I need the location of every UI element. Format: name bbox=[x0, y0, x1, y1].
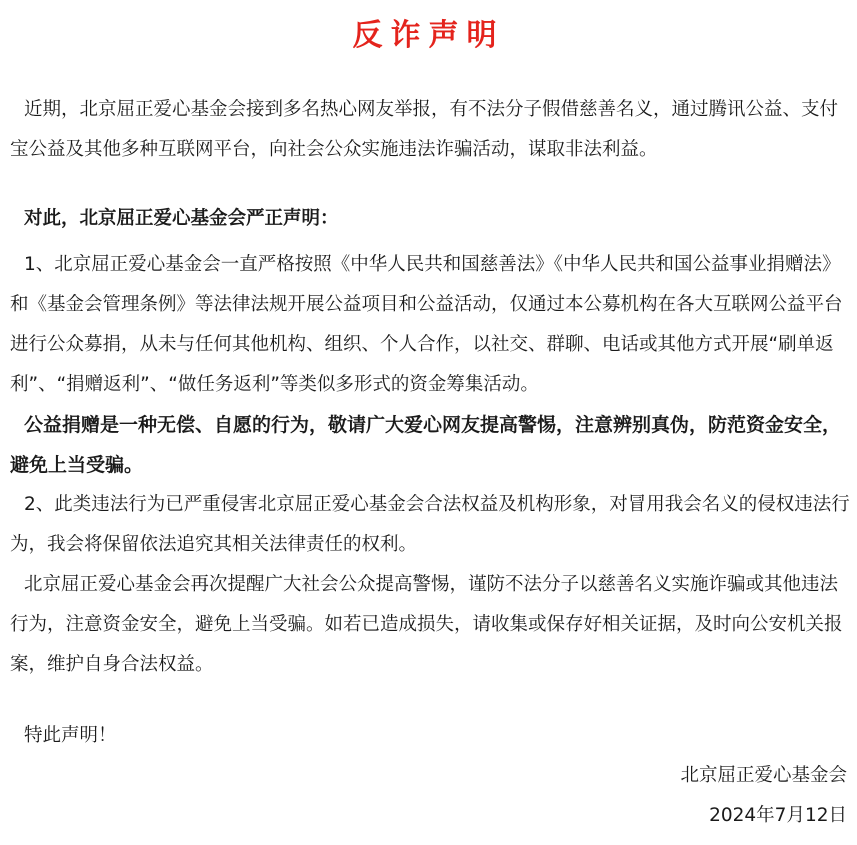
statement-point-2: 2、此类违法行为已严重侵害北京屈正爱心基金会合法权益及机构形象，对冒用我会名义的侵权违法行为，我会将保留依法追究其相关法律责任的权利。 bbox=[10, 494, 850, 555]
statement-heading: 对此，北京屈正爱心基金会严正声明： bbox=[24, 208, 339, 229]
reminder-paragraph: 北京屈正爱心基金会再次提醒广大社会公众提高警惕，谨防不法分子以慈善名义实施诈骗或其他违法行为，注意资金安全，避免上当受骗。如若已造成损失，请收集或保存好相关证据，及时向公安机关报案，维护自身合法权益。 bbox=[10, 574, 843, 675]
document-title: 反诈声明 bbox=[352, 18, 505, 53]
warning-paragraph: 公益捐赠是一种无偿、自愿的行为，敬请广大爱心网友提高警惕，注意辨别真伪，防范资金安全，避免上当受骗。 bbox=[10, 414, 842, 476]
signature-organization: 北京屈正爱心基金会 bbox=[680, 765, 847, 786]
signature-date: 2024年7月12日 bbox=[709, 805, 847, 826]
closing-line: 特此声明！ bbox=[24, 725, 117, 746]
statement-point-1: 1、北京屈正爱心基金会一直严格按照《中华人民共和国慈善法》《中华人民共和国公益事业捐赠法》和《基金会管理条例》等法律法规开展公益项目和公益活动，仅通过本公募机构在各大互联网公益平台进行公众募捐，从未与任何其他机构、组织、个人合作，以社交、群聊、电话或其他方式开展“刷单返利”、“捐赠返利”、“做任务返利”等类似多形式的资金筹集活动。 bbox=[10, 254, 843, 395]
intro-paragraph: 近期，北京屈正爱心基金会接到多名热心网友举报，有不法分子假借慈善名义，通过腾讯公益、支付宝公益及其他多种互联网平台，向社会公众实施违法诈骗活动，谋取非法利益。 bbox=[10, 99, 839, 160]
